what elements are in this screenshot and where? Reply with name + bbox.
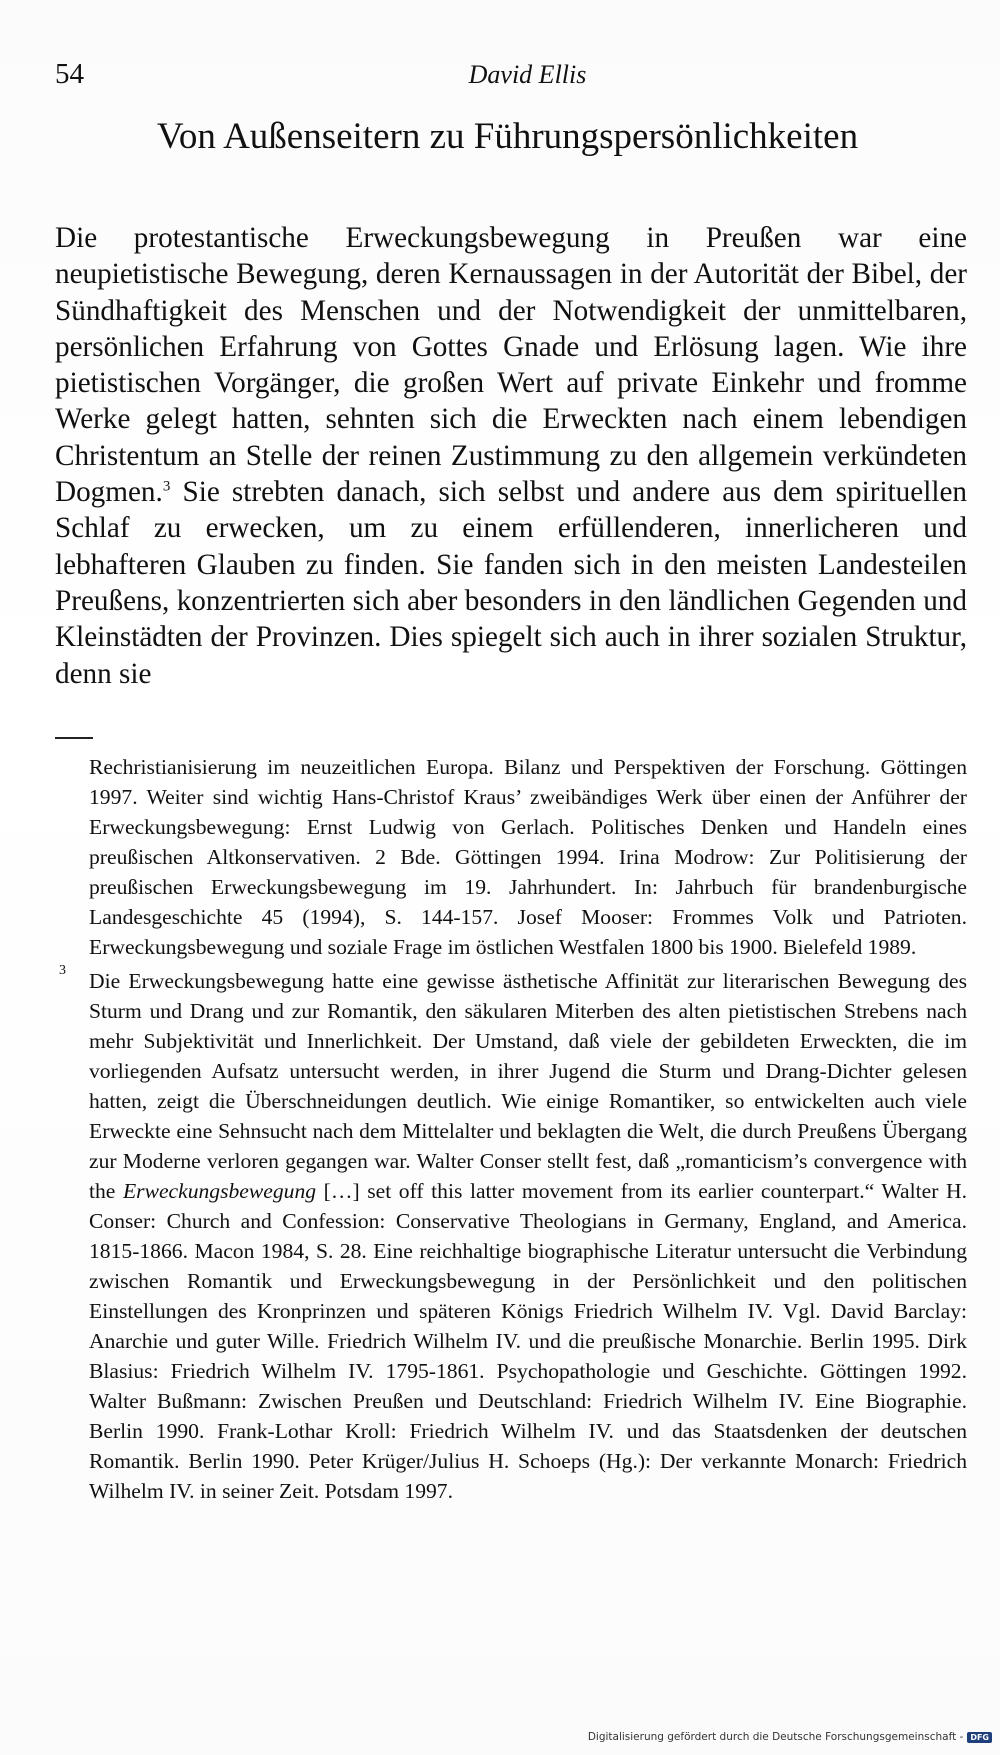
footnote-separator [55,737,93,739]
footnote-3 [55,963,967,1506]
body-text-part-1: Die protestantische Erweckungsbewegung in Preußen war eine neupietistische Bewegung, deren Kernaussagen in der Autorität der Bibel, der Sündhaftigkeit des Menschen und der Notwendigkeit der unmittelbaren, persönlichen Erfahrung von Gottes Gnade und Erlösung lagen. Wie ihre pietistischen Vorgänger, die großen Wert auf private Einkehr und fromme Werke gelegt hatten, sehnten sich die Erweckten nach einem lebendigen Christentum an Stelle der reinen Zustimmung zu den allgemein verkündeten Dogmen. [55,222,967,509]
body-paragraph [55,220,967,692]
footnote-3-text-a: Die Erweckungsbewegung hatte eine gewisse ästhetische Affinität zur literarischen Bewegung des Sturm und Drang und zur Romantik, den säkularen Miterben des alten pietistischen Strebens nach mehr Subjektivität und Innerlichkeit. Der Umstand, daß viele der gebildeten Erweckten, die im vorliegenden Aufsatz untersucht werden, in ihrer Jugend die Sturm und Drang-Dichter gelesen hatten, zeigt die Überschneidungen deutlich. Wie einige Romantiker, so entwickelten auch viele Erweckte eine Sehnsucht nach dem Mittelalter und beklagten die Welt, die durch Preußens Übergang zur Moderne verloren gegangen war. Walter Conser stellt fest, daß „romanticism’s convergence with the [89,969,967,1203]
page-number: 54 [55,58,84,90]
footnotes [55,752,967,1510]
footnote-3-mark: 3 [59,963,66,978]
digitization-notice-text: Digitalisierung gefördert durch die Deutsche Forschungsgemeinschaft - [587,1731,964,1743]
section-heading: Von Außenseitern zu Führungspersönlichkeiten [156,116,859,157]
footnote-3-text-b: […] set off this latter movement from its earlier counterpart.“ Walter H. Conser: Church and Confession: Conservative Theologians in Germany, England, and America. 1815-1866. Macon 1984, S. 28. Eine reichhaltige biographische Literatur untersucht die Verbindung zwischen Romantik und Erweckungsbewegung in der Persönlichkeit und den politischen Einstellungen des Kronprinzen und späteren Königs Friedrich Wilhelm IV. Vgl. David Barclay: Anarchie und guter Wille. Friedrich Wilhelm IV. und die preußische Monarchie. Berlin 1995. Dirk Blasius: Friedrich Wilhelm IV. 1795-1861. Psychopathologie und Geschichte. Göttingen 1992. Walter Bußmann: Zwischen Preußen und Deutschland: Friedrich Wilhelm IV. Eine Biographie. Berlin 1990. Frank-Lothar Kroll: Friedrich Wilhelm IV. und das Staatsdenken der deutschen Romantik. Berlin 1990. Peter Krüger/Julius H. Schoeps (Hg.): Der verkannte Monarch: Friedrich Wilhelm IV. in seiner Zeit. Potsdam 1997. [89,1179,967,1503]
footnote-reference-3[interactable]: 3 [162,478,171,495]
footnote-3-italic-term: Erweckungsbewegung [122,1179,317,1203]
running-author: David Ellis [468,60,587,89]
footnote-continued [55,752,967,962]
digitization-notice [588,1731,992,1743]
footnote-continued-text: Rechristianisierung im neuzeitlichen Europa. Bilanz und Perspektiven der Forschung. Göttingen 1997. Weiter sind wichtig Hans-Christof Kraus’ zweibändiges Werk über einen der Anführer der Erweckungsbewegung: Ernst Ludwig von Gerlach. Politisches Denken und Handeln eines preußischen Altkonservativen. 2 Bde. Göttingen 1994. Irina Modrow: Zur Politisierung der preußischen Erweckungsbewegung im 19. Jahrhundert. In: Jahrbuch für brandenburgische Landesgeschichte 45 (1994), S. 144-157. Josef Mooser: Frommes Volk und Patrioten. Erweckungsbewegung und soziale Frage im östlichen Westfalen 1800 bis 1900. Bielefeld 1989. [89,755,967,959]
dfg-logo-icon: DFG [967,1732,992,1743]
body-text-part-2: Sie strebten danach, sich selbst und andere aus dem spirituellen Schlaf zu erwecken, um zu einem erfüllenderen, innerlicheren und lebhafteren Glauben zu finden. Sie fanden sich in den meisten Landesteilen Preußens, konzentrierten sich aber besonders in den ländlichen Gegenden und Kleinstädten der Provinzen. Dies spiegelt sich auch in ihrer sozialen Struktur, denn sie [55,476,967,690]
running-head [55,58,960,98]
footnote-3-text [89,966,967,1506]
